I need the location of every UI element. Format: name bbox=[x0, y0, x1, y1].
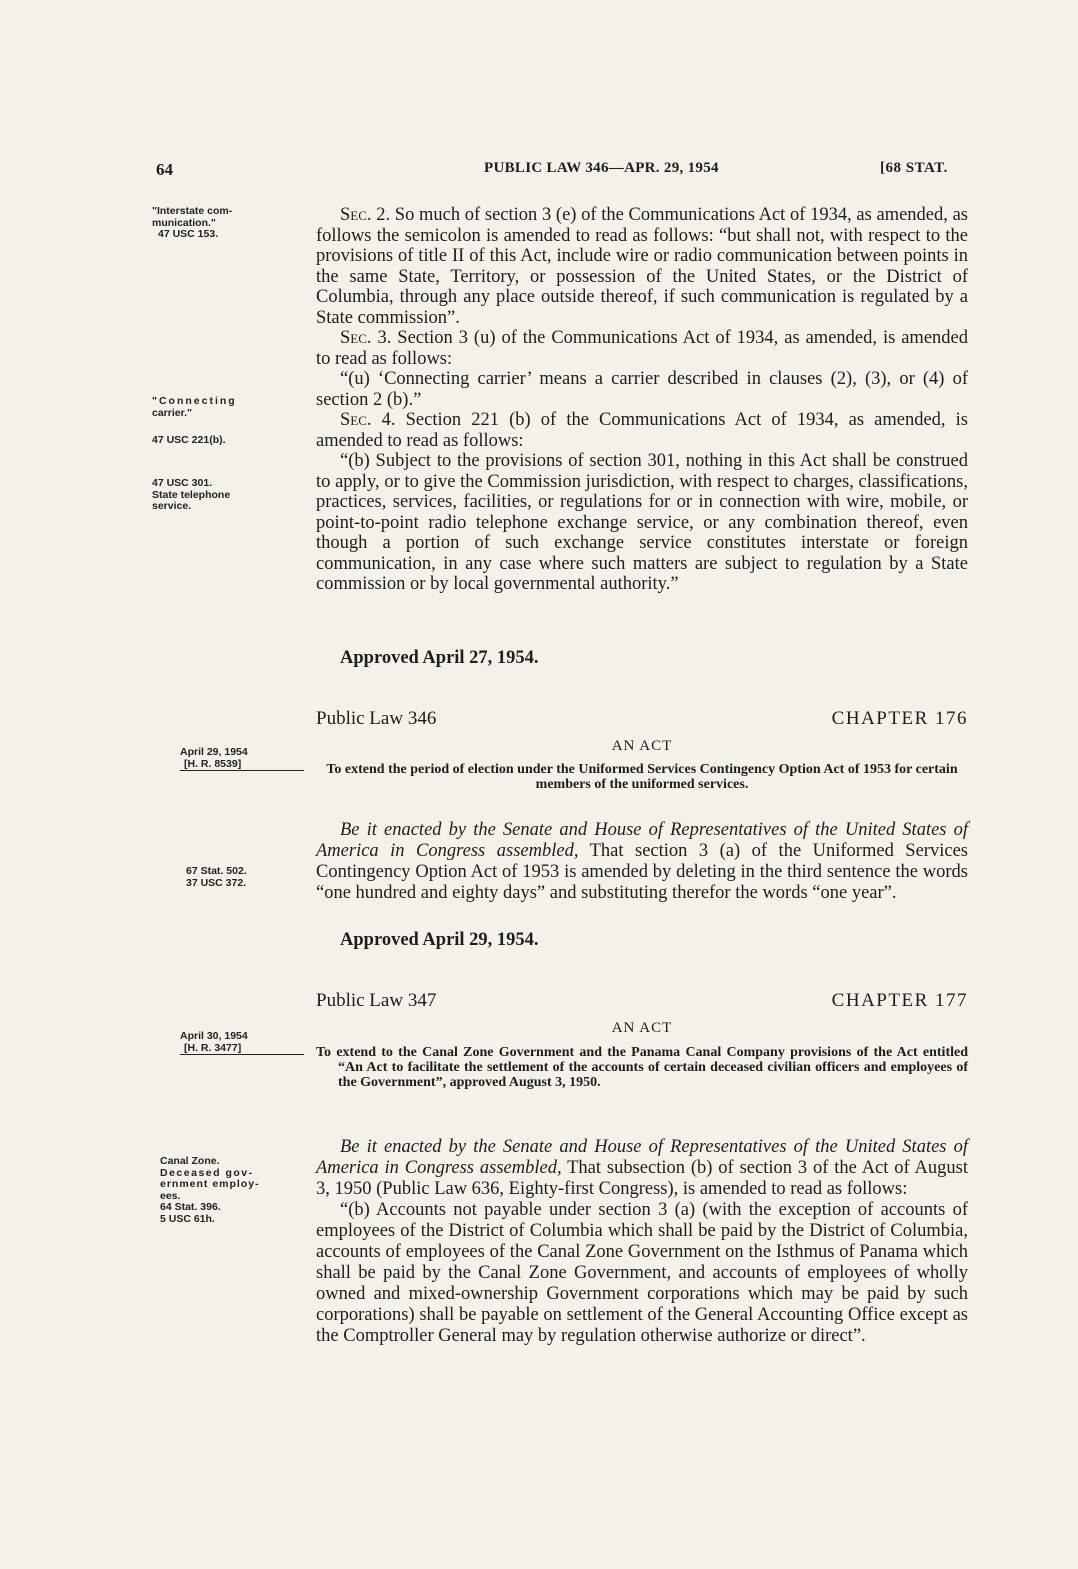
margin-note-line: 67 Stat. 502. bbox=[186, 865, 247, 877]
section-3 bbox=[316, 328, 968, 369]
enacting-text: That section 3 (a) of the Uniformed Services Contingency Option Act of 1953 is amended by deleting in the third sentence the words “one hundred and eighty days” and substituting therefor the words “one year”. bbox=[316, 841, 968, 903]
margin-note-interstate bbox=[152, 206, 300, 241]
margin-note-line: 64 Stat. 396. bbox=[160, 1201, 221, 1213]
margin-note-line: Canal Zone. bbox=[160, 1155, 220, 1167]
enacting-formula: Be it enacted by the Senate and House of Representatives of the United States of America in Congress assembled, bbox=[316, 820, 968, 861]
section-text: Section 221 (b) of the Communications Act of 1934, as amended, is amended to read as follows: bbox=[316, 410, 969, 451]
margin-note-usc221 bbox=[152, 435, 300, 447]
margin-note-canal bbox=[160, 1156, 308, 1225]
margin-note-line: [H. R. 3477] bbox=[180, 1043, 304, 1056]
pl346-enacting-clause bbox=[316, 820, 968, 904]
section-4-quote: “(b) Subject to the provisions of section 301, nothing in this Act shall be construed to apply, or to give the Commission jurisdiction, with respect to charges, classifications, practices, services, facilities, or regulations for or in connection with wire, mobile, or point-to-point radio telephone exchange service, or any combination thereof, even though a portion of such exchange service constitutes interstate or foreign communication, in any case where such matters are subject to regulation by a State commission or by local governmental authority.” bbox=[316, 451, 968, 594]
margin-note-line: [H. R. 8539] bbox=[180, 759, 304, 772]
pl346-approved: Approved April 29, 1954. bbox=[340, 930, 539, 950]
section-label: Sec. 2. bbox=[340, 205, 391, 225]
margin-note-line: 37 USC 372. bbox=[186, 876, 247, 889]
margin-note-pl346-date bbox=[180, 747, 328, 771]
margin-note-line: service. bbox=[152, 500, 192, 512]
margin-note-line: April 29, 1954 bbox=[180, 746, 248, 758]
section-text: Section 3 (u) of the Communications Act of 1934, as amended, is amended to read as follows: bbox=[316, 328, 968, 369]
margin-note-line: carrier." bbox=[152, 406, 193, 419]
margin-note-stat502 bbox=[186, 866, 334, 889]
section-text: So much of section 3 (e) of the Communications Act of 1934, as amended, as follows the semicolon is amended to read as follows: “but shall not, with respect to the provisions of title II of this Act, include wire or radio communication between points in the same State, Territory, or possession of the United States, or the District of Columbia, through any place outside thereof, if such communication is regulated by a State commission”. bbox=[316, 205, 968, 328]
running-head bbox=[0, 160, 1078, 184]
pl347-chapter: CHAPTER 177 bbox=[831, 990, 968, 1011]
margin-note-line: munication." bbox=[152, 216, 216, 229]
volume-label: [68 STAT. bbox=[880, 160, 948, 176]
margin-note-line: ernment employ- bbox=[160, 1178, 260, 1190]
pl347-an-act: AN ACT bbox=[611, 1020, 673, 1036]
pl346-an-act: AN ACT bbox=[611, 738, 673, 754]
page-title: PUBLIC LAW 346—APR. 29, 1954 bbox=[484, 160, 719, 176]
margin-note-line: State telephone bbox=[152, 488, 231, 501]
margin-note-line: 47 USC 221(b). bbox=[152, 434, 226, 446]
pl347-enacting-clause bbox=[316, 1137, 968, 1347]
enacting-text: That subsection (b) of section 3 of the Act of August 3, 1950 (Public Law 636, Eighty-first Congress), is amended to read as follows: bbox=[316, 1158, 968, 1199]
section-label: Sec. 4. bbox=[340, 410, 396, 430]
margin-note-line: "Connecting bbox=[152, 395, 237, 407]
section-label: Sec. 3. bbox=[340, 328, 392, 348]
sections-body bbox=[316, 205, 968, 595]
section-2 bbox=[316, 205, 968, 328]
section-4 bbox=[316, 410, 968, 451]
margin-note-line: 47 USC 153. bbox=[158, 228, 219, 240]
margin-note-line: Deceased gov- bbox=[160, 1166, 254, 1179]
pl347-quote: “(b) Accounts not payable under section 3 (a) (with the exception of accounts of employees of the District of Columbia which shall be paid by the District of Columbia, accounts of employees of the Canal Zone Government on the Isthmus of Panama which shall be paid by the Canal Zone Government, and accounts of employees of wholly owned and mixed-ownership Government corporations which may be paid by such corporations) shall be payable on settlement of the General Accounting Office except as the Comptroller General may by regulation otherwise authorize or direct”. bbox=[316, 1200, 968, 1346]
approved-date-1: Approved April 27, 1954. bbox=[340, 648, 539, 668]
margin-note-line: 47 USC 301. bbox=[152, 477, 213, 489]
section-3-quote: “(u) ‘Connecting carrier’ means a carrier described in clauses (2), (3), or (4) of section 2 (b).” bbox=[316, 369, 968, 410]
pl347-label: Public Law 347 bbox=[316, 990, 437, 1011]
margin-note-usc301 bbox=[152, 478, 300, 513]
pl346-chapter: CHAPTER 176 bbox=[831, 708, 968, 729]
pl347-purpose: To extend to the Canal Zone Government and the Panama Canal Company provisions of the Act entitled “An Act to facilitate the settlement of the accounts of certain deceased civilian officers and employees of the Government”, approved August 3, 1950. bbox=[316, 1045, 968, 1090]
enacting-formula: Be it enacted by the Senate and House of Representatives of the United States of America in Congress assembled, bbox=[316, 1137, 968, 1178]
pl346-label: Public Law 346 bbox=[316, 708, 437, 729]
page-number: 64 bbox=[156, 160, 173, 179]
pl346-purpose: To extend the period of election under the Uniformed Services Contingency Option Act of 1953 for certain members of the uniformed services. bbox=[326, 762, 958, 792]
margin-note-line: April 30, 1954 bbox=[180, 1030, 248, 1042]
margin-note-line: "Interstate com- bbox=[152, 205, 233, 217]
pl346-heading bbox=[316, 708, 968, 732]
pl347-heading bbox=[316, 990, 968, 1014]
margin-note-line: ees. bbox=[160, 1189, 181, 1202]
margin-note-line: 5 USC 61h. bbox=[160, 1212, 215, 1225]
margin-note-connecting bbox=[152, 396, 300, 419]
margin-note-pl347-date bbox=[180, 1031, 328, 1055]
